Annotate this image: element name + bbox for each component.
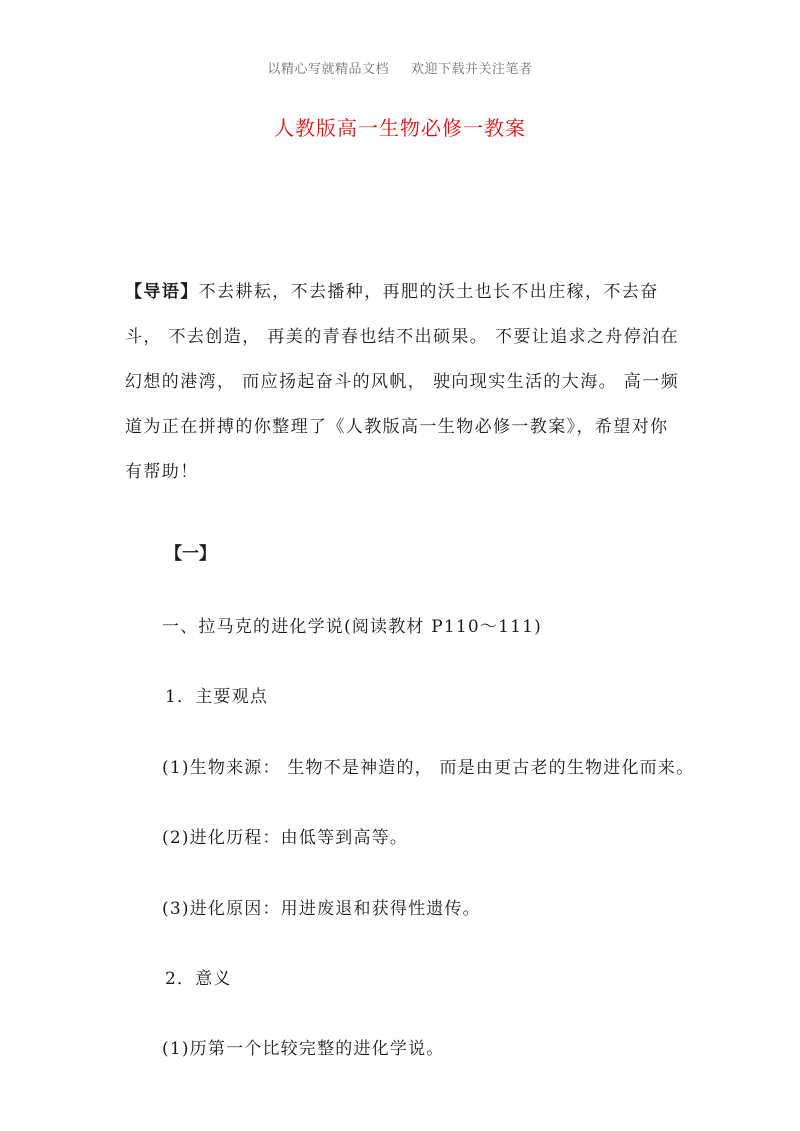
significance-item-1: (1)历第一个比较完整的进化学说。 (162, 1039, 445, 1059)
header-right-text: 欢迎下载并关注笔者 (411, 62, 533, 77)
subheading-main-points: 1．主要观点 (165, 687, 269, 707)
point-cause: (3)进化原因：用进废退和获得性遗传。 (162, 899, 481, 919)
point-process: (2)进化历程：由低等到高等。 (162, 828, 409, 848)
section-heading: 【一】 (165, 544, 216, 564)
point-origin: (1)生物来源： 生物不是神造的， 而是由更古老的生物进化而来。 (162, 758, 695, 778)
intro-text: 不去耕耘，不去播种，再肥的沃土也长不出庄稼，不去奋斗， 不去创造， 再美的青春也结不出硕果。 不要让追求之舟停泊在幻想的港湾， 而应扬起奋斗的风帆， 驶向现实生活的大海。 高一频道为正在拼搏的你整理了《人教版高一生物必修一教案》，希望对你有帮助！ (125, 282, 680, 482)
subheading-significance: 2．意义 (165, 969, 232, 989)
document-title: 人教版高一生物必修一教案 (274, 116, 526, 140)
intro-paragraph (125, 270, 685, 495)
header-left-text: 以精心写就精品文档 (267, 62, 389, 77)
heading-lamarck-theory: 一、拉马克的进化学说(阅读教材 P110～111) (162, 617, 543, 637)
intro-lead: 【导语】 (125, 282, 199, 302)
page-header (0, 58, 800, 77)
